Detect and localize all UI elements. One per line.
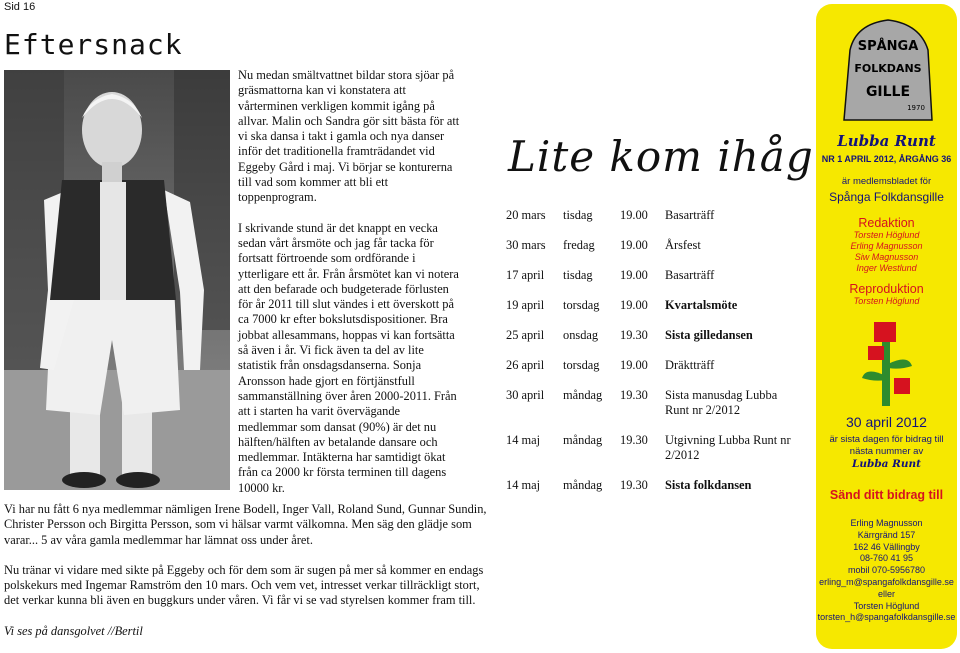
schedule-row [506,298,806,313]
schedule-row [506,238,806,253]
deadline-note [816,434,957,470]
schedule-list [506,208,806,508]
schedule-time: 19.30 [620,328,648,342]
member-line: är medlemsbladet för [841,176,932,187]
schedule-date: 20 mars [506,208,546,222]
schedule-event: Sista folkdansen [665,478,752,492]
contact-line: 08-760 41 95 [859,553,914,564]
bottom-paragraph-1: Vi har nu fått 6 nya medlemmar nämligen Irene Bodell, Inger Vall, Roland Sund, Gunnar Sundin, Christer Persson och Birgitta Persson, som vi hälsar varmt välkomna. Men säg den glädje som varar... 5 av våra gamla medlemmar har lämnat oss under året. [4,502,487,547]
editorial-section [816,216,957,274]
schedule-event: Basarträff [665,268,715,282]
editor-2: Erling Magnusson [850,241,923,251]
editor-1: Torsten Höglund [853,230,920,240]
schedule-date: 14 maj [506,433,541,447]
schedule-row [506,358,806,373]
schedule-row [506,208,806,223]
schedule-day: tisdag [563,268,593,282]
contact-line: 162 46 Vällingby [853,541,920,552]
flower-icon [816,316,957,416]
editor-3: Siw Magnusson [854,252,919,262]
schedule-row [506,388,806,418]
schedule-day: måndag [563,433,603,447]
schedule-time: 19.30 [620,478,648,492]
folkdansgille-logo [816,10,957,130]
contact-line: mobil 070-5956780 [847,565,926,576]
schedule-event: Utgivning Lubba Runt nr 2/2012 [665,433,791,462]
masthead-sidebar [816,4,957,649]
contact-line: Erling Magnusson [850,518,923,528]
schedule-event: Dräktträff [665,358,715,372]
schedule-day: torsdag [563,298,600,312]
schedule-time: 19.00 [620,208,648,222]
schedule-date: 30 april [506,388,545,402]
editor-4: Inger Westlund [856,263,917,273]
bottom-text [4,502,494,653]
intro-paragraph-1: Nu medan smältvattnet bildar stora sjöar på gräsmattorna kan vi konstatera att vårterminen verkligen kommit igång på allvar. Malin och Sandra gör sitt bästa för att vi ska dansa i takt i gamla och nya danser inför det traditionella framträdandet vid Eggeby Gård i maj. Vi börjar se konturerna till vad som kommer att bli ett toppenprogram. [238,68,460,205]
deadline-note-line-2: nästa nummer av [849,446,924,457]
schedule-time: 19.30 [620,433,648,447]
logo-text-1: SPÅNGA [857,39,919,54]
newsletter-name: Lubba Runt [837,132,936,150]
reproduction-person: Torsten Höglund [853,296,920,306]
issue-info: NR 1 APRIL 2012, ÅRGÅNG 36 [821,154,952,164]
page-number: Sid 16 [4,1,36,13]
schedule-time: 19.00 [620,268,648,282]
schedule-date: 30 mars [506,238,546,252]
organisation-name: Spånga Folkdansgille [829,190,944,204]
schedule-day: onsdag [563,328,599,342]
schedule-day: måndag [563,388,603,402]
schedule-event: Basarträff [665,208,715,222]
schedule-time: 19.30 [620,388,648,402]
schedule-title: Lite kom ihåg [508,132,814,181]
schedule-time: 19.00 [620,358,648,372]
signature: Vi ses på dansgolvet //Bertil [4,623,143,638]
schedule-date: 25 april [506,328,545,342]
contact-line: Torsten Höglund [853,600,920,611]
page-title: Eftersnack [4,28,183,61]
reproduction-section [816,282,957,307]
schedule-event: Sista manusdag Lubba Runt nr 2/2012 [665,388,778,417]
schedule-date: 14 maj [506,478,541,492]
submit-heading: Sänd ditt bidrag till [829,488,944,502]
schedule-row [506,478,806,493]
boy-photo [4,70,230,490]
contact-line[interactable]: torsten_h@spangafolkdansgille.se [817,612,956,623]
deadline-note-line-1: är sista dagen för bidrag till [829,434,944,445]
intro-paragraph-2: I skrivande stund är det knappt en vecka sedan vårt årsmöte och jag får tacka för fortsatt förtroende som ordförande i ytterligare ett år. Från årsmötet kan vi notera att den befarade och budgeterade förlusten för år 2011 till slut vändes i ett överskott på ca 7000 kr efter bokslutsdispositioner. Bra jobbat allesammans, hoppas vi kan fortsätta så även i år. Vi fick även ta del av lite statistik från onsdagsdanserna. Sonja Aronsson hade gjort en förtjänstfull sammanställning över åren 2000-2011. Från att i starten ha varit övervägande medlemmar som dansat (90%) är det nu hälften/hälften av betalande dansare och medlemmar. Intäkterna har samtidigt ökat från ca 2000 kr första terminen till dagens 10000 kr. [238,220,459,495]
bottom-paragraph-2: Nu tränar vi vidare med sikte på Eggeby och för dem som är sugen på mer så kommer en endags polskekurs med Ingemar Ramström den 10 mars. Och vem vet, intresset verkar tillräckligt stort, det verkar kunna bli även en buggkurs under våren. Vi får vi se vad styrelsen kommer fram till. [4,562,484,608]
schedule-row [506,328,806,343]
deadline-note-name: Lubba Runt [851,458,921,470]
schedule-date: 17 april [506,268,545,282]
reproduction-heading: Reproduktion [849,282,924,296]
schedule-event: Kvartalsmöte [665,298,738,312]
schedule-row [506,268,806,283]
schedule-row [506,433,806,463]
contact-line: eller [877,588,895,599]
schedule-time: 19.00 [620,238,648,252]
intro-text [238,68,460,511]
schedule-date: 26 april [506,358,545,372]
schedule-date: 19 april [506,298,545,312]
editorial-heading: Redaktion [858,216,915,230]
schedule-day: torsdag [563,358,600,372]
logo-text-3: GILLE [865,84,911,100]
deadline-date: 30 april 2012 [846,414,927,430]
contact-line[interactable]: erling_m@spangafolkdansgille.se [819,576,954,587]
schedule-day: fredag [563,238,595,252]
logo-text-2: FOLKDANS [854,62,922,75]
schedule-event: Årsfest [665,238,701,252]
schedule-time: 19.00 [620,298,648,312]
logo-year: 1970 [907,104,925,112]
schedule-event: Sista gilledansen [665,328,753,342]
contact-line: Kärrgränd 157 [857,529,916,540]
schedule-day: tisdag [563,208,593,222]
schedule-day: måndag [563,478,603,492]
contact-info [816,518,957,624]
